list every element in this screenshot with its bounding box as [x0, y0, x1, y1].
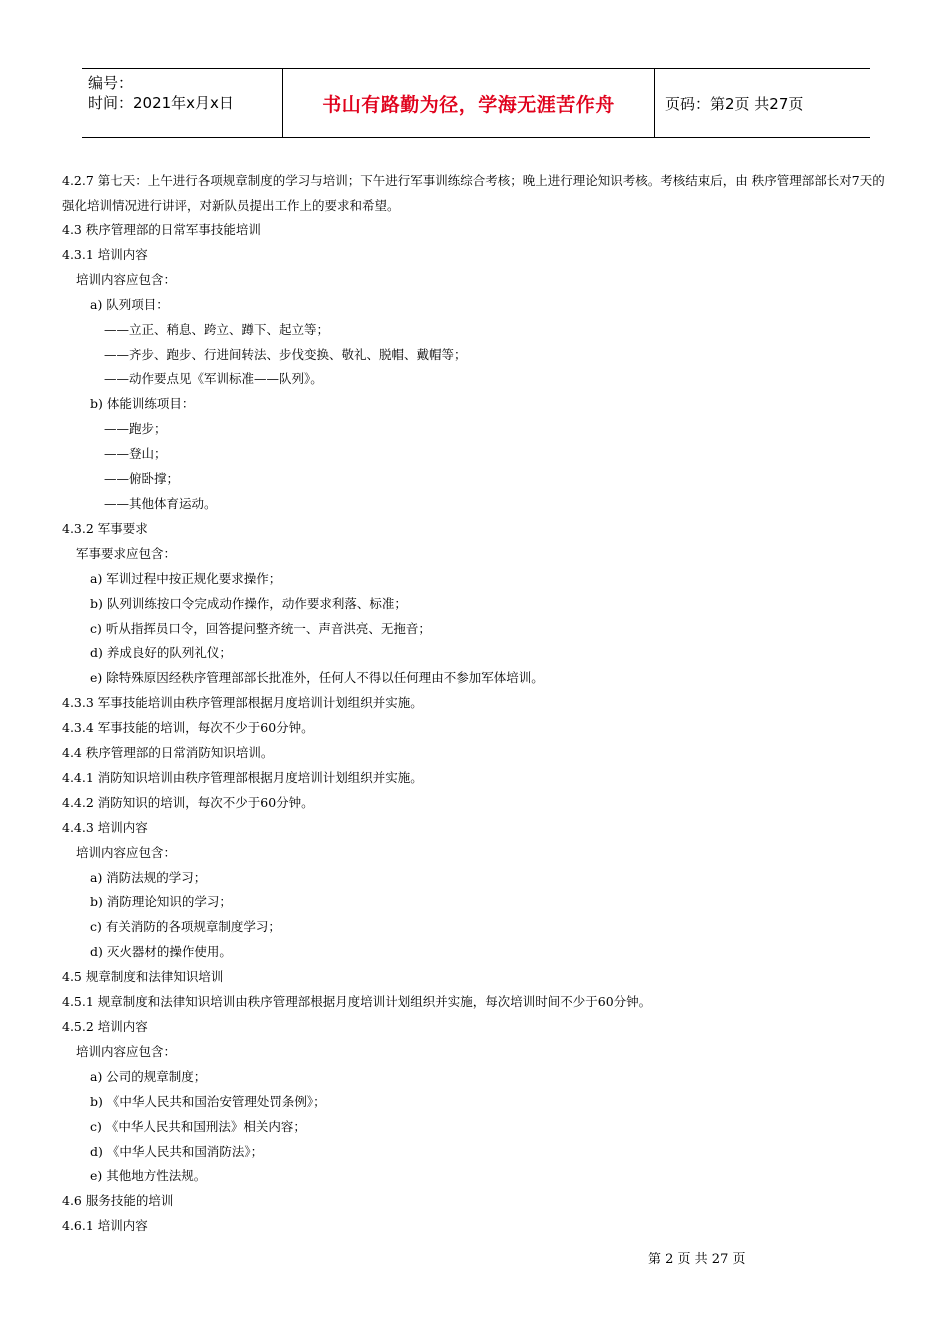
text-line: c) 有关消防的各项规章制度学习； [90, 919, 281, 935]
text-line: 4.5.1 规章制度和法律知识培训由秩序管理部根据月度培训计划组织并实施，每次培训时间不少于60分钟。 [62, 994, 652, 1010]
text-line: a) 军训过程中按正规化要求操作； [90, 570, 282, 586]
header-left-cell [82, 69, 282, 137]
text-line: 4.6.1 培训内容 [62, 1218, 148, 1234]
text-line: c) 听从指挥员口令，回答提问整齐统一、声音洪亮、无拖音； [90, 620, 431, 636]
document-number-label: 编号： [88, 74, 134, 92]
text-line: 4.3.4 军事技能的培训，每次不少于60分钟。 [62, 720, 314, 736]
text-line: 4.3.3 军事技能培训由秩序管理部根据月度培训计划组织并实施。 [62, 695, 423, 711]
text-line: ——跑步； [104, 421, 167, 437]
text-line: b) 队列训练按口令完成动作操作，动作要求利落、标准； [90, 595, 407, 611]
text-line: 4.3.2 军事要求 [62, 520, 148, 536]
text-line: 4.4.3 培训内容 [62, 819, 148, 835]
header-page-info: 页码：第2页 共27页 [665, 94, 804, 113]
text-line: b) 消防理论知识的学习； [90, 894, 232, 910]
text-line: ——动作要点见《军训标准——队列》。 [104, 371, 323, 387]
text-line: a) 队列项目： [90, 296, 169, 312]
text-line: e) 其他地方性法规。 [90, 1168, 207, 1184]
text-line: d) 灭火器材的操作使用。 [90, 944, 232, 960]
text-line: b) 《中华人民共和国治安管理处罚条例》； [90, 1093, 326, 1109]
text-line: 4.6 服务技能的培训 [62, 1193, 174, 1209]
header-motto: 书山有路勤为径，学海无涯苦作舟 [322, 93, 615, 116]
text-line: e) 除特殊原因经秩序管理部部长批准外，任何人不得以任何理由不参加军体培训。 [90, 670, 544, 686]
text-line: 培训内容应包含： [76, 1043, 177, 1059]
text-line: 培训内容应包含： [76, 844, 177, 860]
text-line: 军事要求应包含： [76, 545, 177, 561]
text-line: 4.4 秩序管理部的日常消防知识培训。 [62, 745, 274, 761]
text-line: b) 体能训练项目： [90, 396, 195, 412]
text-line: 4.5 规章制度和法律知识培训 [62, 969, 224, 985]
text-line: 4.4.1 消防知识培训由秩序管理部根据月度培训计划组织并实施。 [62, 769, 423, 785]
text-line: a) 公司的规章制度； [90, 1068, 207, 1084]
text-line: ——俯卧撑； [104, 471, 180, 487]
page-footer: 第 2 页 共 27 页 [648, 1252, 746, 1267]
text-line: a) 消防法规的学习； [90, 869, 207, 885]
text-line: ——齐步、跑步、行进间转法、步伐变换、敬礼、脱帽、戴帽等； [104, 346, 467, 362]
text-line: 培训内容应包含： [76, 271, 177, 287]
text-line: 4.4.2 消防知识的培训，每次不少于60分钟。 [62, 794, 314, 810]
page-header [82, 68, 870, 138]
text-line: 4.2.7 第七天：上午进行各项规章制度的学习与培训；下午进行军事训练综合考核；晚上进行理论知识考核。考核结束后，由 秩序管理部部长对7天的强化培训情况进行讲评，对新队员提出工作上的要求和希望。 [62, 173, 885, 213]
text-line: 4.3.1 培训内容 [62, 246, 148, 262]
document-body [62, 168, 894, 1239]
text-line: d) 《中华人民共和国消防法》； [90, 1143, 264, 1159]
text-line: 4.5.2 培训内容 [62, 1019, 148, 1034]
text-line: ——其他体育运动。 [104, 495, 217, 511]
text-line: d) 养成良好的队列礼仪； [90, 645, 232, 661]
header-page-cell [655, 69, 870, 137]
document-date: 时间：2021年x月x日 [88, 94, 234, 112]
text-line: 4.3 秩序管理部的日常军事技能培训 [62, 222, 261, 237]
text-line: ——登山； [104, 446, 167, 462]
text-line: ——立正、稍息、跨立、蹲下、起立等； [104, 321, 330, 337]
text-line: c) 《中华人民共和国刑法》相关内容； [90, 1118, 306, 1134]
header-motto-cell [282, 69, 655, 137]
